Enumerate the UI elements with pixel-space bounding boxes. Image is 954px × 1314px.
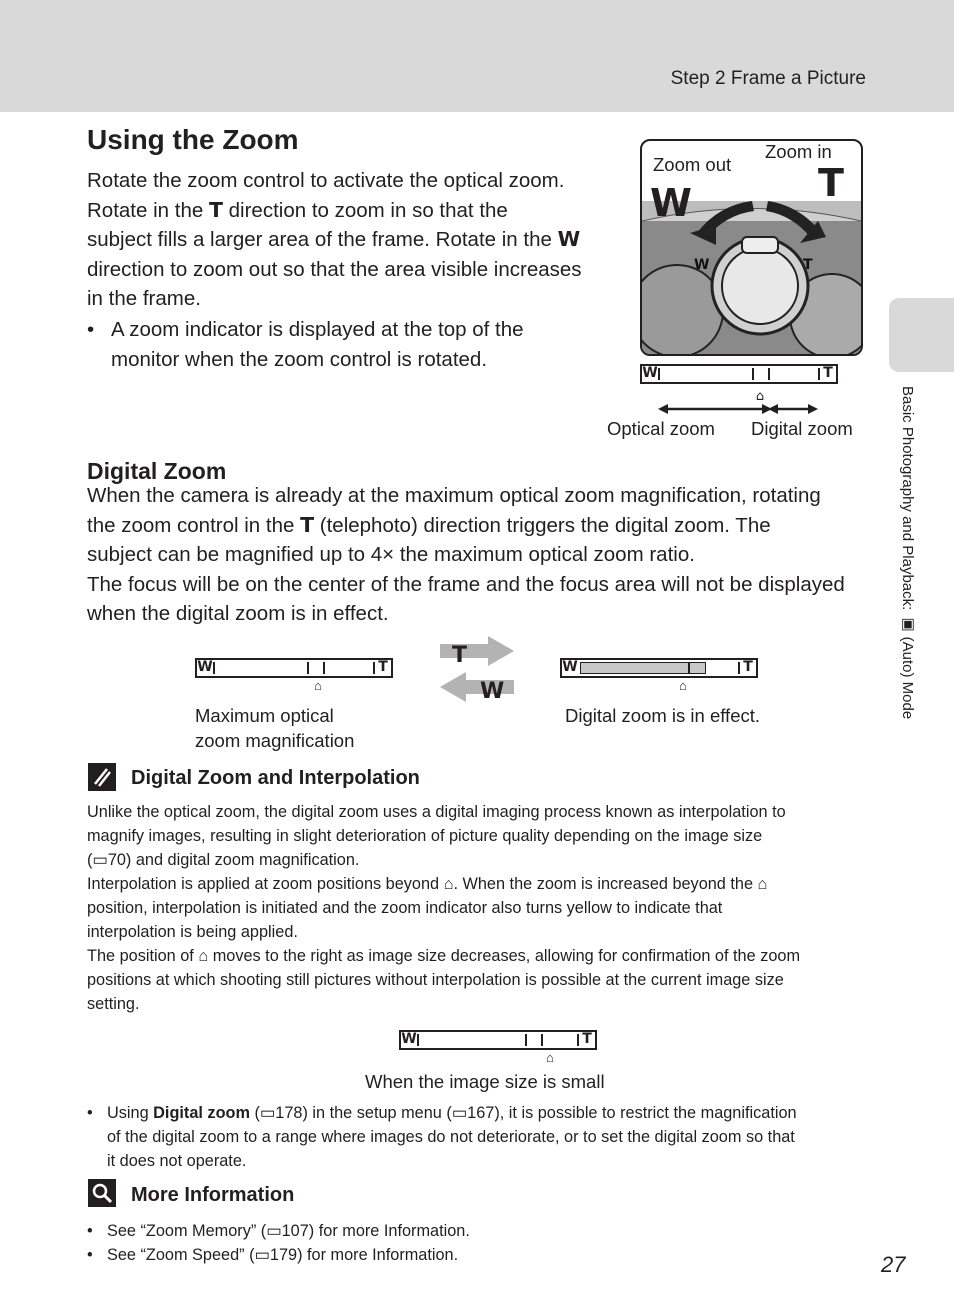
caption-line: zoom magnification bbox=[195, 730, 355, 751]
zoom-indicator-bar bbox=[640, 364, 838, 384]
intro-line: Rotate in the T direction to zoom in so that the bbox=[87, 197, 508, 222]
zoom-direction-arrows bbox=[440, 636, 516, 702]
note-icon bbox=[87, 762, 117, 792]
big-t-icon: T bbox=[818, 161, 844, 205]
text-line: setting. bbox=[87, 995, 140, 1013]
book-icon: ▭ bbox=[259, 1104, 276, 1122]
digital-zoom-text bbox=[87, 481, 877, 629]
text-line: the zoom control in the T (telephoto) direction triggers the digital zoom. The bbox=[87, 512, 771, 537]
small-image-caption: When the image size is small bbox=[365, 1071, 605, 1092]
svg-text:T: T bbox=[803, 257, 813, 273]
book-icon: ▭ bbox=[254, 1246, 270, 1264]
side-label bbox=[898, 386, 918, 806]
book-icon: ▭ bbox=[266, 1222, 282, 1240]
more-info-heading: More Information bbox=[131, 1184, 295, 1206]
bullet-line: monitor when the zoom control is rotated. bbox=[111, 347, 488, 371]
zoom-bar-small-image bbox=[399, 1030, 597, 1050]
text-line: when the digital zoom is in effect. bbox=[87, 602, 389, 625]
zoom-bar-w: W bbox=[562, 659, 578, 675]
digital-zoom-label: Digital zoom bbox=[751, 418, 853, 439]
digital-zoom-setup-bullet bbox=[87, 1101, 877, 1173]
book-icon: ▭ bbox=[451, 1104, 468, 1122]
big-w-icon: W bbox=[650, 181, 692, 225]
text-line: The focus will be on the center of the frame and the focus area will not be displayed bbox=[87, 572, 845, 596]
book-icon: ▭ bbox=[92, 851, 108, 869]
interpolation-mark-icon: ⌂ bbox=[546, 1050, 554, 1065]
note-heading: Digital Zoom and Interpolation bbox=[131, 767, 420, 789]
setting-name: Digital zoom bbox=[153, 1104, 250, 1122]
text-line: Unlike the optical zoom, the digital zoom uses a digital imaging process known as interpolation to bbox=[87, 803, 786, 821]
bullet-line: A zoom indicator is displayed at the top of the bbox=[111, 318, 524, 341]
zoom-bar-t: T bbox=[378, 659, 388, 675]
text-line: Interpolation is applied at zoom positions beyond ⌂. When the zoom is increased beyond the ⌂ bbox=[87, 875, 768, 893]
t-glyph-icon: T bbox=[208, 197, 223, 222]
intro-line: in the frame. bbox=[87, 287, 201, 310]
side-tab bbox=[889, 298, 954, 372]
text-line: subject can be magnified up to 4× the maximum optical zoom ratio. bbox=[87, 543, 695, 566]
intro-line: direction to zoom out so that the area visible increases bbox=[87, 257, 582, 281]
text-line: it does not operate. bbox=[107, 1152, 247, 1170]
zoom-bar-w: W bbox=[401, 1031, 417, 1047]
optical-zoom-label: Optical zoom bbox=[607, 418, 715, 439]
list-item: • See “Zoom Speed” (▭179) for more Information. bbox=[87, 1243, 787, 1267]
page-title: Using the Zoom bbox=[87, 124, 299, 155]
interpolation-mark-icon: ⌂ bbox=[443, 875, 454, 893]
interpolation-mark-icon: ⌂ bbox=[757, 875, 768, 893]
interpolation-mark-icon: ⌂ bbox=[314, 678, 322, 693]
interpolation-mark-icon: ⌂ bbox=[679, 678, 687, 693]
text-line: position, interpolation is initiated and the zoom indicator also turns yellow to indicate that bbox=[87, 899, 723, 917]
bullet-icon: • bbox=[87, 318, 95, 341]
header-band bbox=[0, 0, 954, 112]
bullet-icon: • bbox=[87, 1104, 93, 1122]
intro-line: Rotate the zoom control to activate the optical zoom. bbox=[87, 169, 565, 192]
text-line: When the camera is already at the maximum optical zoom magnification, rotating bbox=[87, 484, 821, 507]
zoom-in-label: Zoom in bbox=[765, 141, 832, 162]
text-line: positions at which shooting still pictures without interpolation is possible at the current image size bbox=[87, 971, 784, 989]
zoom-bar-max-optical bbox=[195, 658, 393, 678]
text-line: (▭70) and digital zoom magnification. bbox=[87, 851, 360, 869]
svg-text:W: W bbox=[694, 257, 710, 273]
zoom-bar-digital bbox=[560, 658, 758, 678]
text-line: magnify images, resulting in slight deterioration of picture quality depending on the image size bbox=[87, 827, 763, 845]
svg-text:W: W bbox=[480, 679, 505, 702]
list-item: • See “Zoom Memory” (▭107) for more Information. bbox=[87, 1219, 787, 1243]
camera-zoom-figure bbox=[640, 139, 863, 356]
zoom-bar-t: T bbox=[582, 1031, 592, 1047]
interpolation-mark-icon: ⌂ bbox=[198, 947, 209, 965]
caption-digital-effect: Digital zoom is in effect. bbox=[565, 705, 761, 726]
zoom-out-label: Zoom out bbox=[653, 154, 732, 175]
bullet-icon: • bbox=[87, 1246, 93, 1264]
zoom-bar-w: W bbox=[197, 659, 213, 675]
zoom-range-arrows bbox=[640, 384, 840, 418]
side-label-text: Basic Photography and Playback: ▣ (Auto) Mode bbox=[899, 386, 916, 720]
text-line: Using Digital zoom (▭178) in the setup menu (▭167), it is possible to restrict the magnification bbox=[107, 1104, 797, 1122]
caption-line: Maximum optical bbox=[195, 705, 334, 726]
zoom-intro bbox=[87, 166, 607, 314]
svg-text:T: T bbox=[452, 643, 468, 668]
digital-zoom-heading: Digital Zoom bbox=[87, 458, 227, 484]
page-number: 27 bbox=[881, 1252, 906, 1277]
w-glyph-icon: W bbox=[557, 227, 581, 251]
svg-text:⌂: ⌂ bbox=[755, 389, 765, 404]
caption-max-optical bbox=[195, 703, 354, 753]
note-body bbox=[87, 800, 877, 1016]
more-info-list bbox=[87, 1219, 787, 1267]
more-info-icon bbox=[87, 1178, 117, 1208]
t-glyph-icon: T bbox=[300, 512, 315, 537]
zoom-bar-t: T bbox=[823, 365, 833, 381]
text-line: of the digital zoom to a range where images do not deteriorate, or to set the digital zoom so that bbox=[107, 1128, 795, 1146]
bullet-icon: • bbox=[87, 1222, 93, 1240]
zoom-bar-w: W bbox=[642, 365, 658, 381]
text-line: The position of ⌂ moves to the right as image size decreases, allowing for confirmation of the zoom bbox=[87, 947, 801, 965]
text-line: interpolation is being applied. bbox=[87, 923, 298, 941]
zoom-bullet bbox=[87, 315, 567, 374]
zoom-bar-t: T bbox=[743, 659, 753, 675]
section-header: Step 2 Frame a Picture bbox=[670, 68, 866, 89]
intro-line: subject fills a larger area of the frame. Rotate in the W bbox=[87, 227, 581, 251]
